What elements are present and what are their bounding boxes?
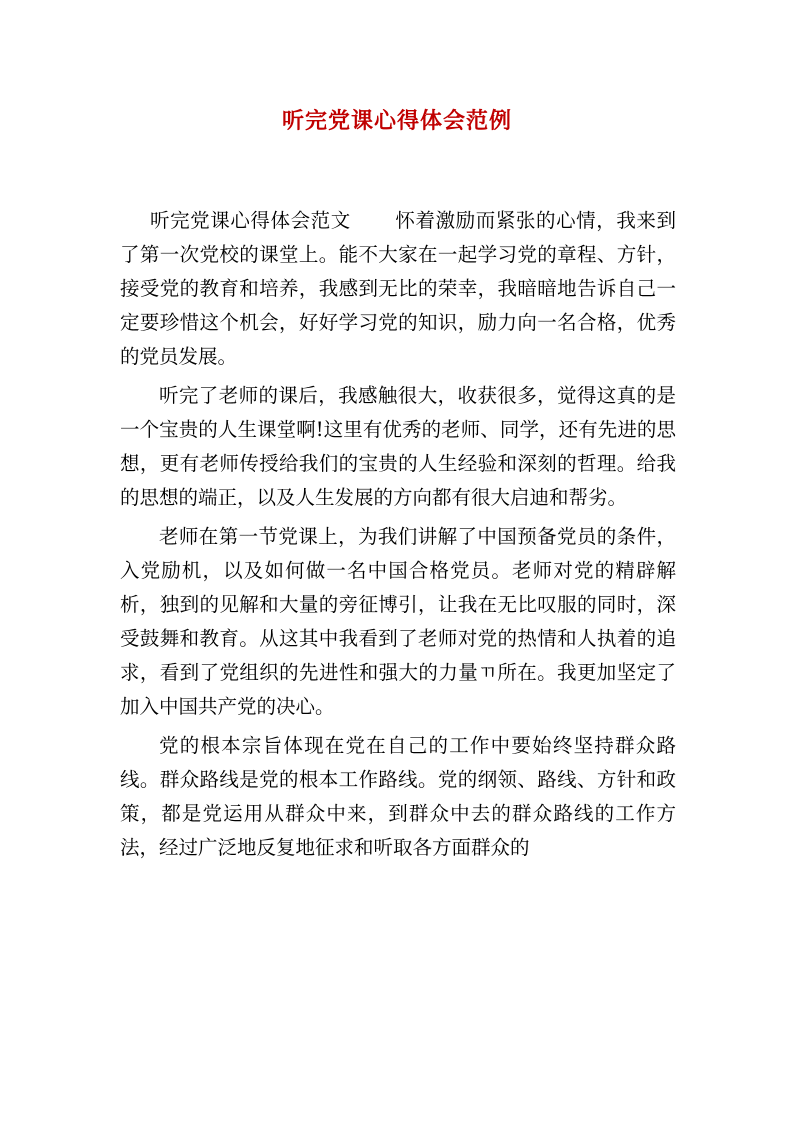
paragraph-3: 老师在第一节党课上，为我们讲解了中国预备党员的条件，入党励机，以及如何做一名中国合格党员。老师对党的精辟解析，独到的见解和大量的旁征博引，让我在无比叹服的同时，深受鼓舞和教育。从这其中我看到了老师对党的热情和人执着的追求，看到了党组织的先进性和强大的力量ㄲ所在。我更加坚定了加入中国共产党的决心。 (120, 525, 676, 718)
paragraph-2: 听完了老师的课后，我感触很大，收获很多，觉得这真的是一个宝贵的人生课堂啊!这里有优秀的老师、同学，还有先进的思想，更有老师传授给我们的宝贵的人生经验和深刻的哲理。给我的思想的端正，以及人生发展的方向都有很大启迪和帮劣。 (120, 384, 676, 509)
intro-label: 听完党课心得体会范文 (150, 209, 351, 232)
paragraph-4: 党的根本宗旨体现在党在自己的工作中要始终坚持群众路线。群众路线是党的根本工作路线。党的纲领、路线、方针和政策，都是党运用从群众中来，到群众中去的群众路线的工作方法，经过广泛地反复地征求和听取各方面群众的 (120, 734, 676, 859)
document-body (120, 204, 676, 870)
document-title: 听完党课心得体会范例 (281, 108, 512, 134)
paragraph-1 (120, 204, 676, 374)
paragraph-1-text: 怀着激励而紧张的心情，我来到了第一次党校的课堂上。能不大家在一起学习党的章程、方针，接受党的教育和培养，我感到无比的荣幸，我暗暗地告诉自己一定要珍惜这个机会，好好学习党的知识，励力向一名合格，优秀的党员发展。 (120, 209, 676, 368)
